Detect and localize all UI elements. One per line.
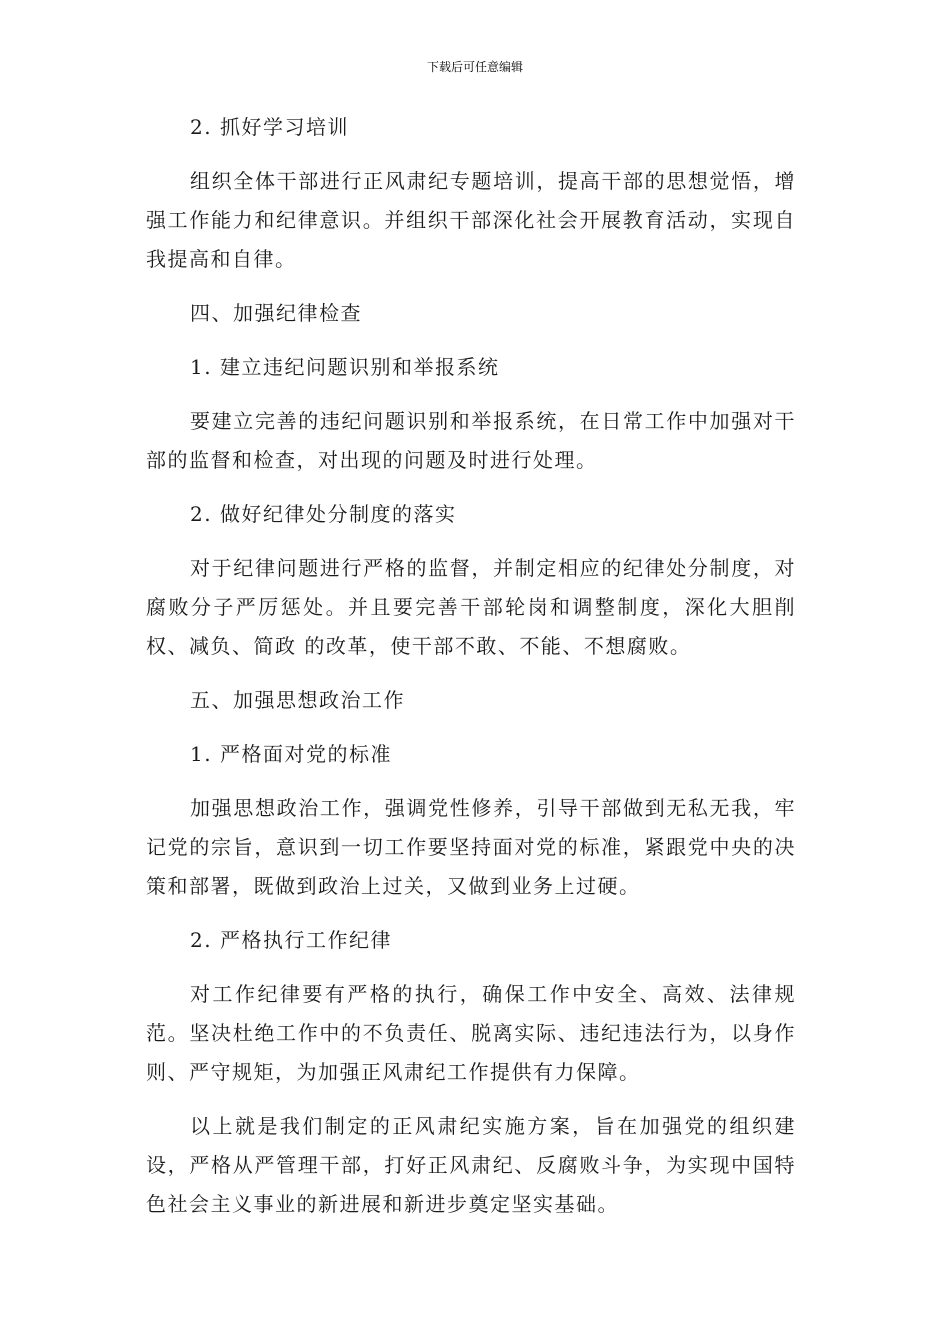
subheading-discipline-punishment: 2. 做好纪律处分制度的落实 [190, 502, 457, 526]
subheading-reporting-system: 1. 建立违纪问题识别和举报系统 [190, 355, 500, 379]
paragraph-party-standard: 加强思想政治工作，强调党性修养，引导干部做到无私无我，牢记党的宗旨，意识到一切工作要坚持面对党的标准，紧跟党中央的决策和部署，既做到政治上过关，又做到业务上过硬。 [146, 796, 796, 898]
paragraph-reporting-system: 要建立完善的违纪问题识别和举报系统，在日常工作中加强对干部的监督和检查，对出现的问题及时进行处理。 [146, 409, 796, 472]
paragraph-work-discipline: 对工作纪律要有严格的执行，确保工作中安全、高效、法律规范。坚决杜绝工作中的不负责任、脱离实际、违纪违法行为，以身作则、严守规矩，为加强正风肃纪工作提供有力保障。 [146, 982, 796, 1084]
subheading-work-discipline: 2. 严格执行工作纪律 [190, 928, 392, 952]
subheading-party-standard: 1. 严格面对党的标准 [190, 742, 392, 766]
section-heading-discipline-inspection: 四、加强纪律检查 [190, 301, 362, 325]
paragraph-training: 组织全体干部进行正风肃纪专题培训，提高干部的思想觉悟，增强工作能力和纪律意识。并组织干部深化社会开展教育活动，实现自我提高和自律。 [146, 169, 796, 271]
subheading-study-training: 2. 抓好学习培训 [190, 115, 349, 139]
paragraph-discipline-punishment: 对于纪律问题进行严格的监督，并制定相应的纪律处分制度，对腐败分子严厉惩处。并且要完善干部轮岗和调整制度，深化大胆削权、减负、简政 的改革，使干部不敢、不能、不想腐败。 [146, 556, 796, 658]
paragraph-conclusion: 以上就是我们制定的正风肃纪实施方案，旨在加强党的组织建设，严格从严管理干部，打好正风肃纪、反腐败斗争，为实现中国特色社会主义事业的新进展和新进步奠定坚实基础。 [146, 1114, 796, 1216]
header-note: 下载后可任意编辑 [426, 60, 523, 74]
document-body [146, 108, 796, 1239]
section-heading-political-work: 五、加强思想政治工作 [190, 688, 405, 712]
